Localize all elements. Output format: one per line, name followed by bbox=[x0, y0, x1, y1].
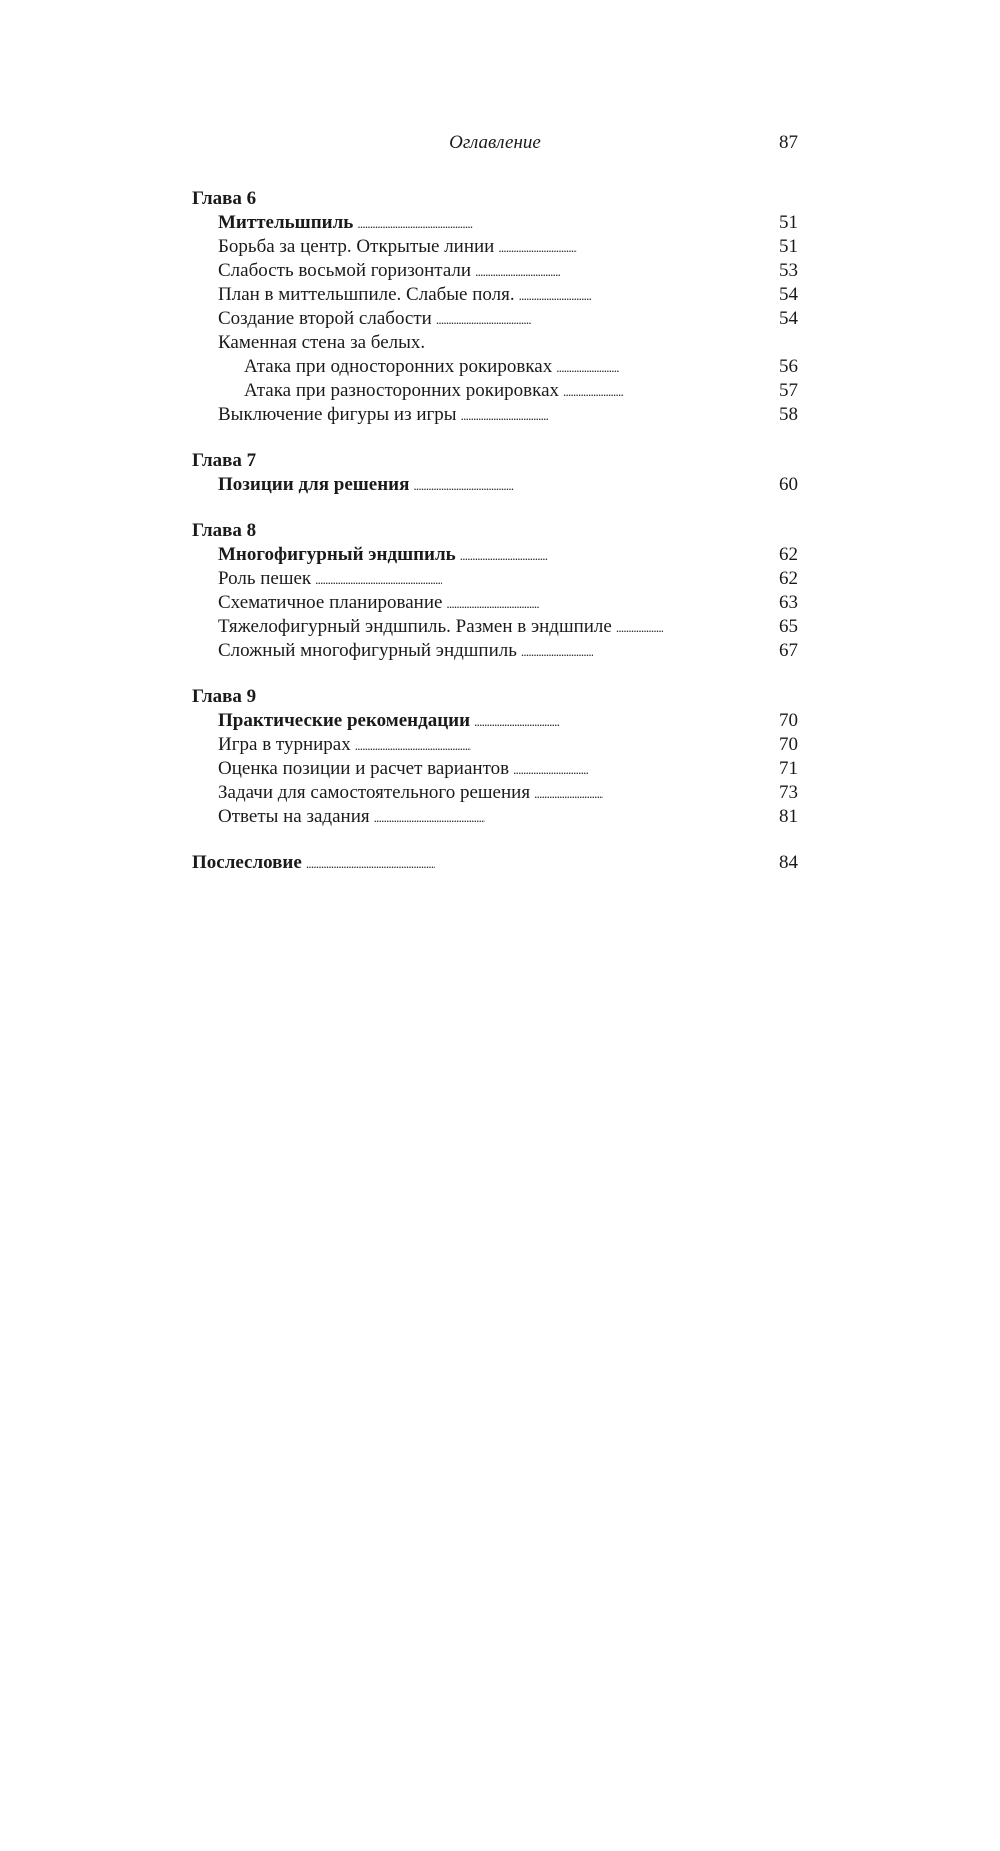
toc-entry-page: 51 bbox=[779, 212, 798, 233]
dot-leader bbox=[306, 852, 436, 876]
toc-entry-title: Игра в турнирах bbox=[218, 734, 351, 755]
chapter-heading: Глава 9 bbox=[192, 686, 257, 707]
toc-entry-title: Многофигурный эндшпиль bbox=[218, 544, 456, 565]
toc-entry-title: Роль пешек bbox=[218, 568, 312, 589]
chapter-heading: Глава 7 bbox=[192, 450, 257, 471]
toc-entry-page: 84 bbox=[779, 852, 798, 873]
toc-entry-page: 62 bbox=[779, 568, 798, 589]
toc-entry-page: 67 bbox=[779, 640, 798, 661]
toc-entry-title: Миттельшпиль bbox=[218, 212, 354, 233]
toc-entry[interactable] bbox=[192, 733, 798, 757]
table-of-contents bbox=[192, 187, 798, 875]
toc-entry-page: 65 bbox=[779, 616, 798, 637]
toc-entry[interactable] bbox=[192, 805, 798, 829]
toc-entry-title: План в миттельшпиле. Слабые поля. bbox=[218, 284, 515, 305]
toc-entry-page: 81 bbox=[779, 806, 798, 827]
toc-entry-page: 51 bbox=[779, 236, 798, 257]
toc-entry-title: Атака при односторонних рокировках bbox=[244, 356, 553, 377]
toc-entry-title: Ответы на задания bbox=[218, 806, 370, 827]
toc-entry-page: 70 bbox=[779, 710, 798, 731]
toc-entry-page: 62 bbox=[779, 544, 798, 565]
toc-entry-section[interactable] bbox=[192, 211, 798, 235]
toc-entry-page: 58 bbox=[779, 404, 798, 425]
toc-entry-page: 71 bbox=[779, 758, 798, 779]
toc-entry-title: Сложный многофигурный эндшпиль bbox=[218, 640, 517, 661]
toc-entry-title: Практические рекомендации bbox=[218, 710, 471, 731]
toc-entry-page: 54 bbox=[779, 284, 798, 305]
toc-entry-page: 60 bbox=[779, 474, 798, 495]
toc-entry-title: Борьба за центр. Открытые линии bbox=[218, 236, 495, 257]
toc-entry-title: Каменная стена за белых. bbox=[218, 332, 426, 353]
toc-entry-page: 73 bbox=[779, 782, 798, 803]
toc-entry-title: Послесловие bbox=[192, 852, 302, 873]
toc-entry-title: Позиции для решения bbox=[218, 474, 410, 495]
toc-entry-page: 53 bbox=[779, 260, 798, 281]
toc-entry-title: Оценка позиции и расчет вариантов bbox=[218, 758, 510, 779]
dot-leader bbox=[315, 568, 442, 592]
toc-entry-title: Атака при разносторонних рокировках bbox=[244, 380, 560, 401]
toc-entry-title: Задачи для самостоятельного решения bbox=[218, 782, 531, 803]
toc-entry[interactable] bbox=[192, 567, 798, 591]
toc-entry-title: Схематичное планирование bbox=[218, 592, 443, 613]
toc-entry-afterword[interactable] bbox=[192, 851, 798, 875]
toc-entry-page: 63 bbox=[779, 592, 798, 613]
toc-entry-title: Создание второй слабости bbox=[218, 308, 432, 329]
toc-entry-title: Слабость восьмой горизонтали bbox=[218, 260, 472, 281]
dot-leader bbox=[357, 212, 473, 236]
toc-entry-title: Выключение фигуры из игры bbox=[218, 404, 457, 425]
toc-entry-page: 56 bbox=[779, 356, 798, 377]
toc-entry-title: Тяжелофигурный эндшпиль. Размен в эндшпиле bbox=[218, 616, 612, 637]
running-title: Оглавление bbox=[449, 132, 541, 153]
page-number: 87 bbox=[779, 132, 798, 153]
toc-entry-page: 70 bbox=[779, 734, 798, 755]
chapter-heading: Глава 6 bbox=[192, 188, 257, 209]
toc-entry-page: 54 bbox=[779, 308, 798, 329]
toc-entry-page: 57 bbox=[779, 380, 798, 401]
chapter-heading: Глава 8 bbox=[192, 520, 257, 541]
chapter-6 bbox=[192, 187, 798, 427]
running-header bbox=[192, 128, 798, 158]
